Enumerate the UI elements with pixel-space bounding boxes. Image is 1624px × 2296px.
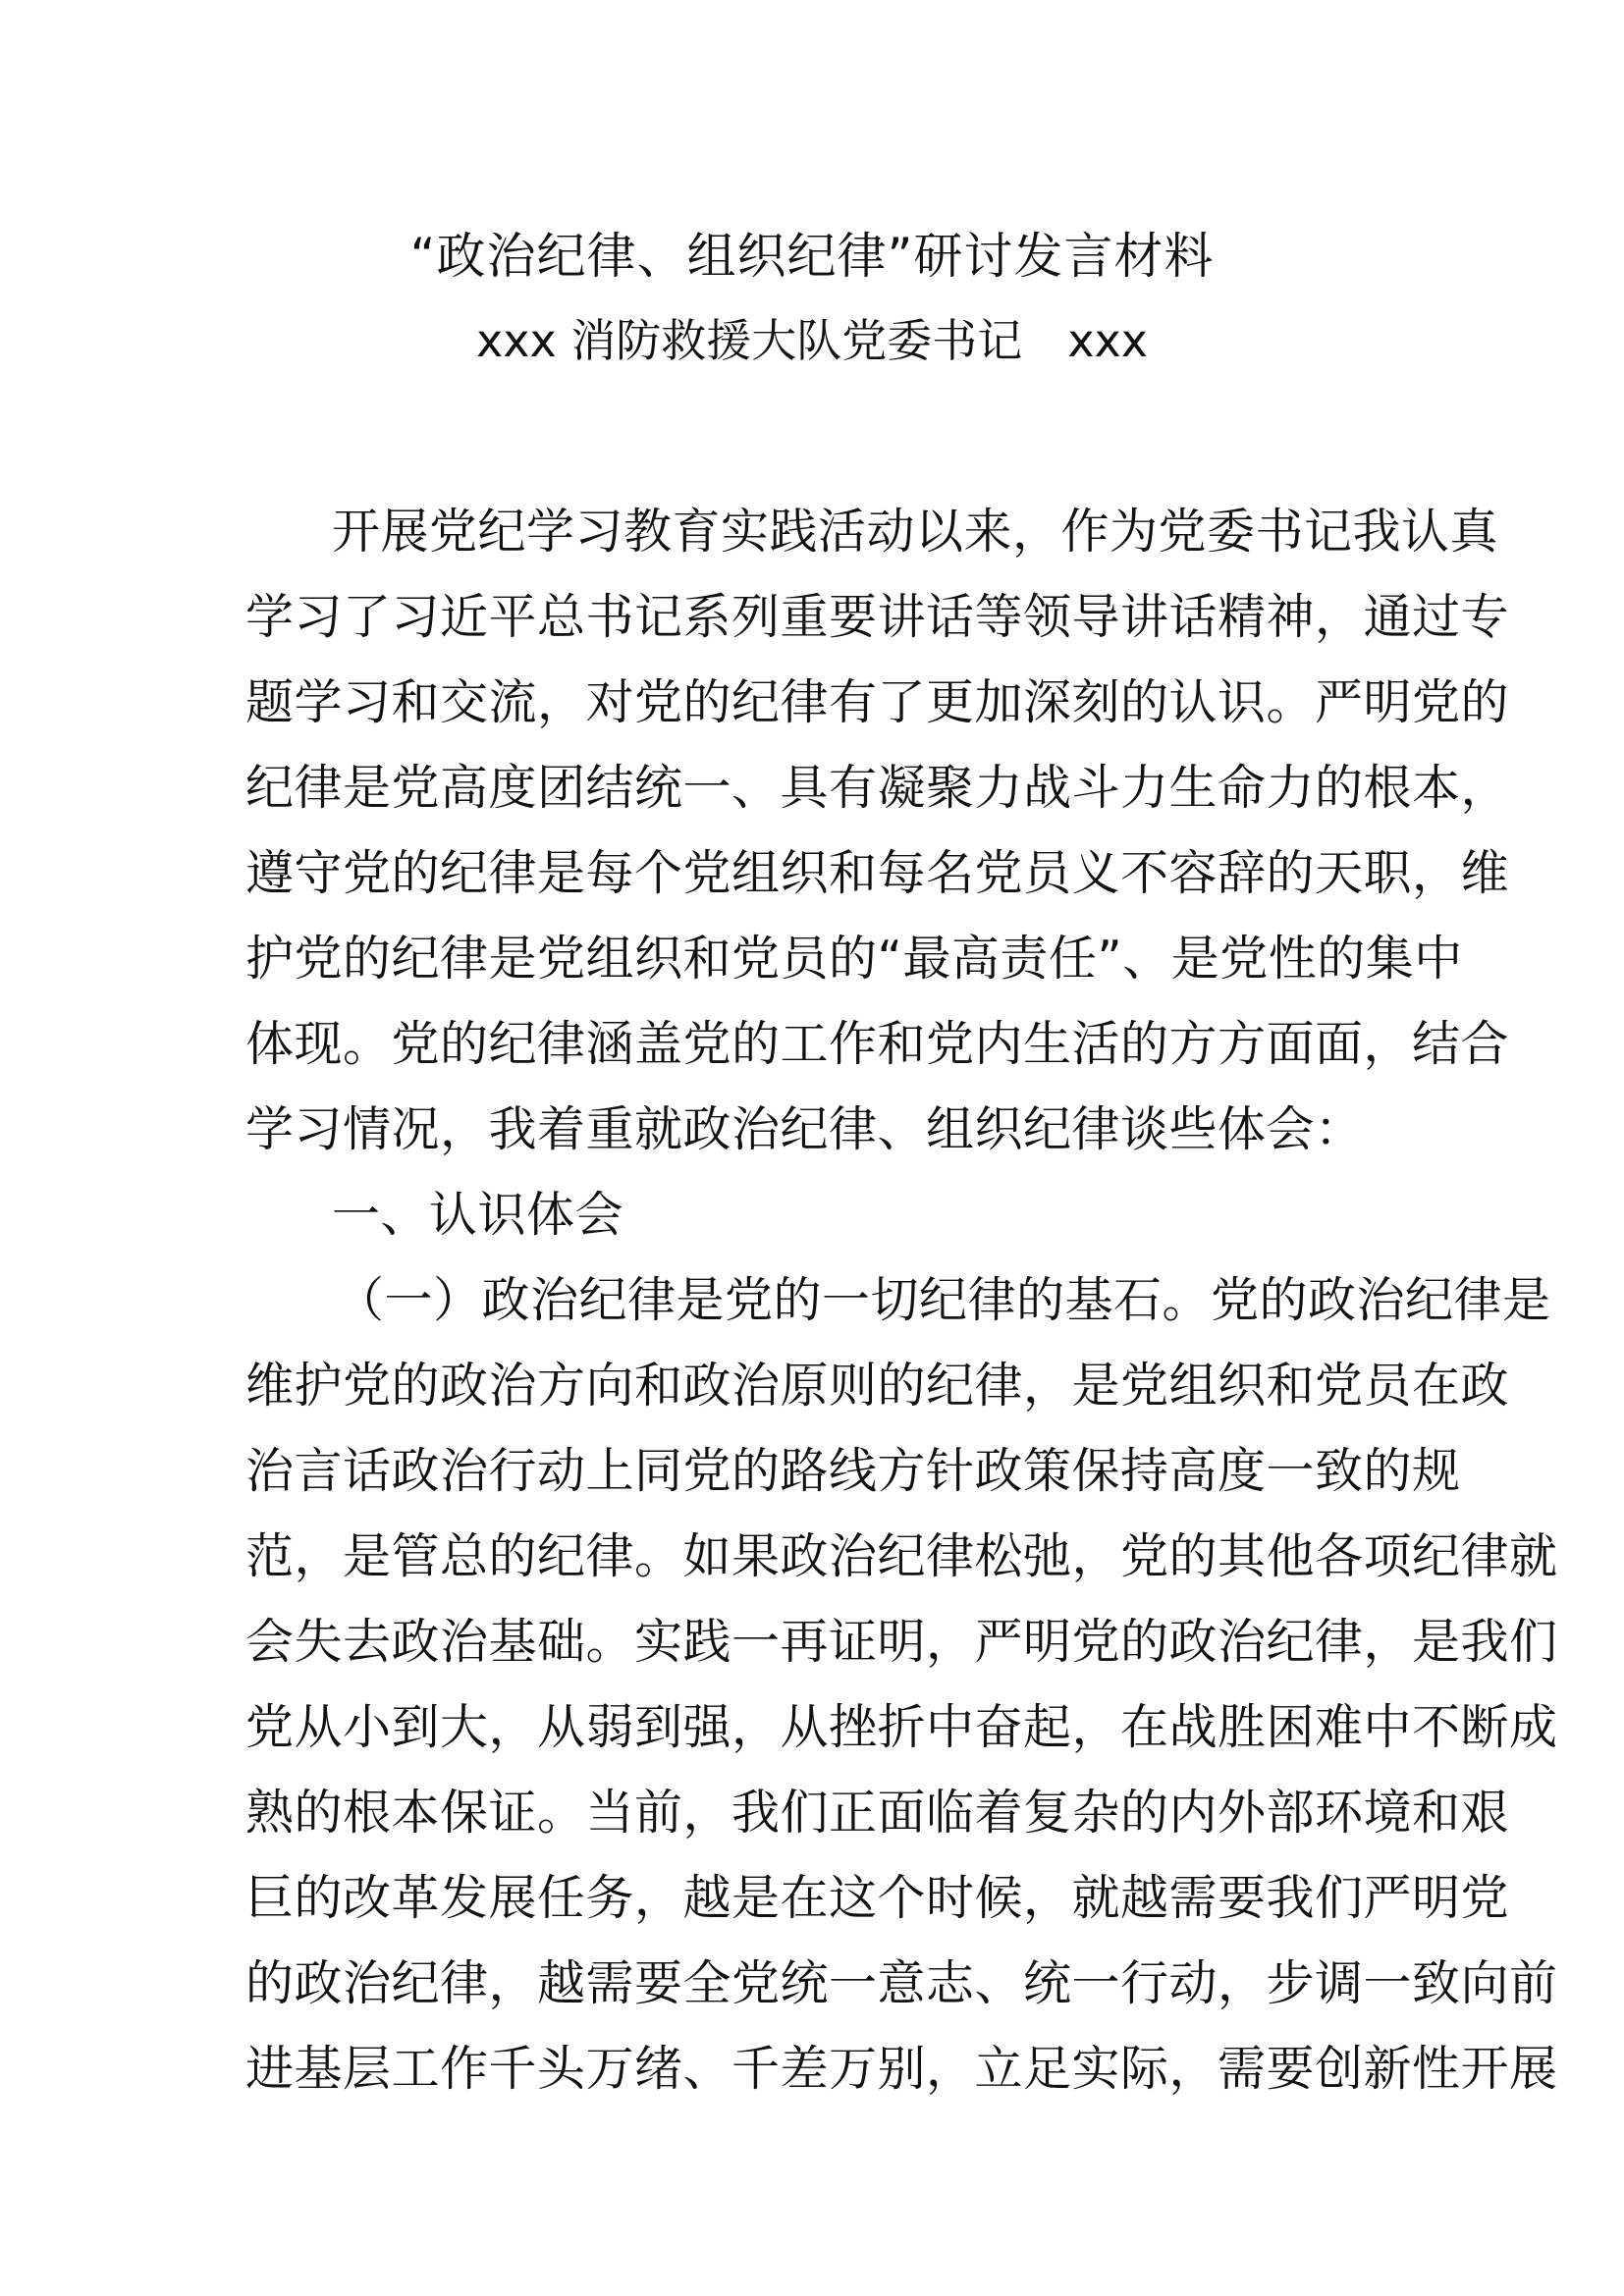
paragraph-1-line: 学习情况，我着重就政治纪律、组织纪律谈些体会：: [245, 1101, 1364, 1157]
paragraph-2-line: 会失去政治基础。实践一再证明，严明党的政治纪律，是我们: [245, 1614, 1558, 1670]
author-unit: xxx 消防救援大队党委书记: [476, 314, 1023, 367]
paragraph-2-line: 治言话政治行动上同党的路线方针政策保持高度一致的规: [245, 1443, 1461, 1499]
paragraph-2-line: 维护党的政治方向和政治原则的纪律，是党组织和党员在政: [245, 1358, 1510, 1414]
paragraph-1-line: 体现。党的纪律涵盖党的工作和党内生活的方方面面，结合: [245, 1016, 1510, 1072]
paragraph-1-line: 开展党纪学习教育实践活动以来，作为党委书记我认真: [332, 504, 1499, 560]
paragraph-2-line: 巨的改革发展任务，越是在这个时候，就越需要我们严明党: [245, 1870, 1510, 1926]
paragraph-1-line: 纪律是党高度团结统一、具有凝聚力战斗力生命力的根本，: [245, 760, 1510, 816]
paragraph-2-line: 的政治纪律，越需要全党统一意志、统一行动，步调一致向前: [245, 1955, 1558, 2011]
document-title: “政治纪律、组织纪律”研讨发言材料: [409, 228, 1215, 285]
paragraph-1-line: 遵守党的纪律是每个党组织和每名党员义不容辞的天职，维: [245, 845, 1510, 901]
paragraph-1-line: 题学习和交流，对党的纪律有了更加深刻的认识。严明党的: [245, 674, 1510, 730]
paragraph-2-line: （一）政治纪律是党的一切纪律的基石。党的政治纪律是: [336, 1272, 1551, 1328]
paragraph-2-line: 范，是管总的纪律。如果政治纪律松弛，党的其他各项纪律就: [245, 1528, 1558, 1584]
paragraph-1-line: 护党的纪律是党组织和党员的“最高责任”、是党性的集中: [245, 931, 1463, 987]
paragraph-1-line: 学习了习近平总书记系列重要讲话等领导讲话精神，通过专: [245, 589, 1510, 645]
paragraph-2-line: 进基层工作千头万绪、千差万别，立足实际，需要创新性开展: [245, 2041, 1558, 2097]
author-name: xxx: [1067, 314, 1148, 367]
author-line: [0, 309, 1624, 372]
paragraph-2-line: 党从小到大，从弱到强，从挫折中奋起，在战胜困难中不断成: [245, 1699, 1558, 1755]
paragraph-2-line: 熟的根本保证。当前，我们正面临着复杂的内外部环境和艰: [245, 1785, 1510, 1841]
section-heading: 一、认识体会: [332, 1187, 624, 1243]
